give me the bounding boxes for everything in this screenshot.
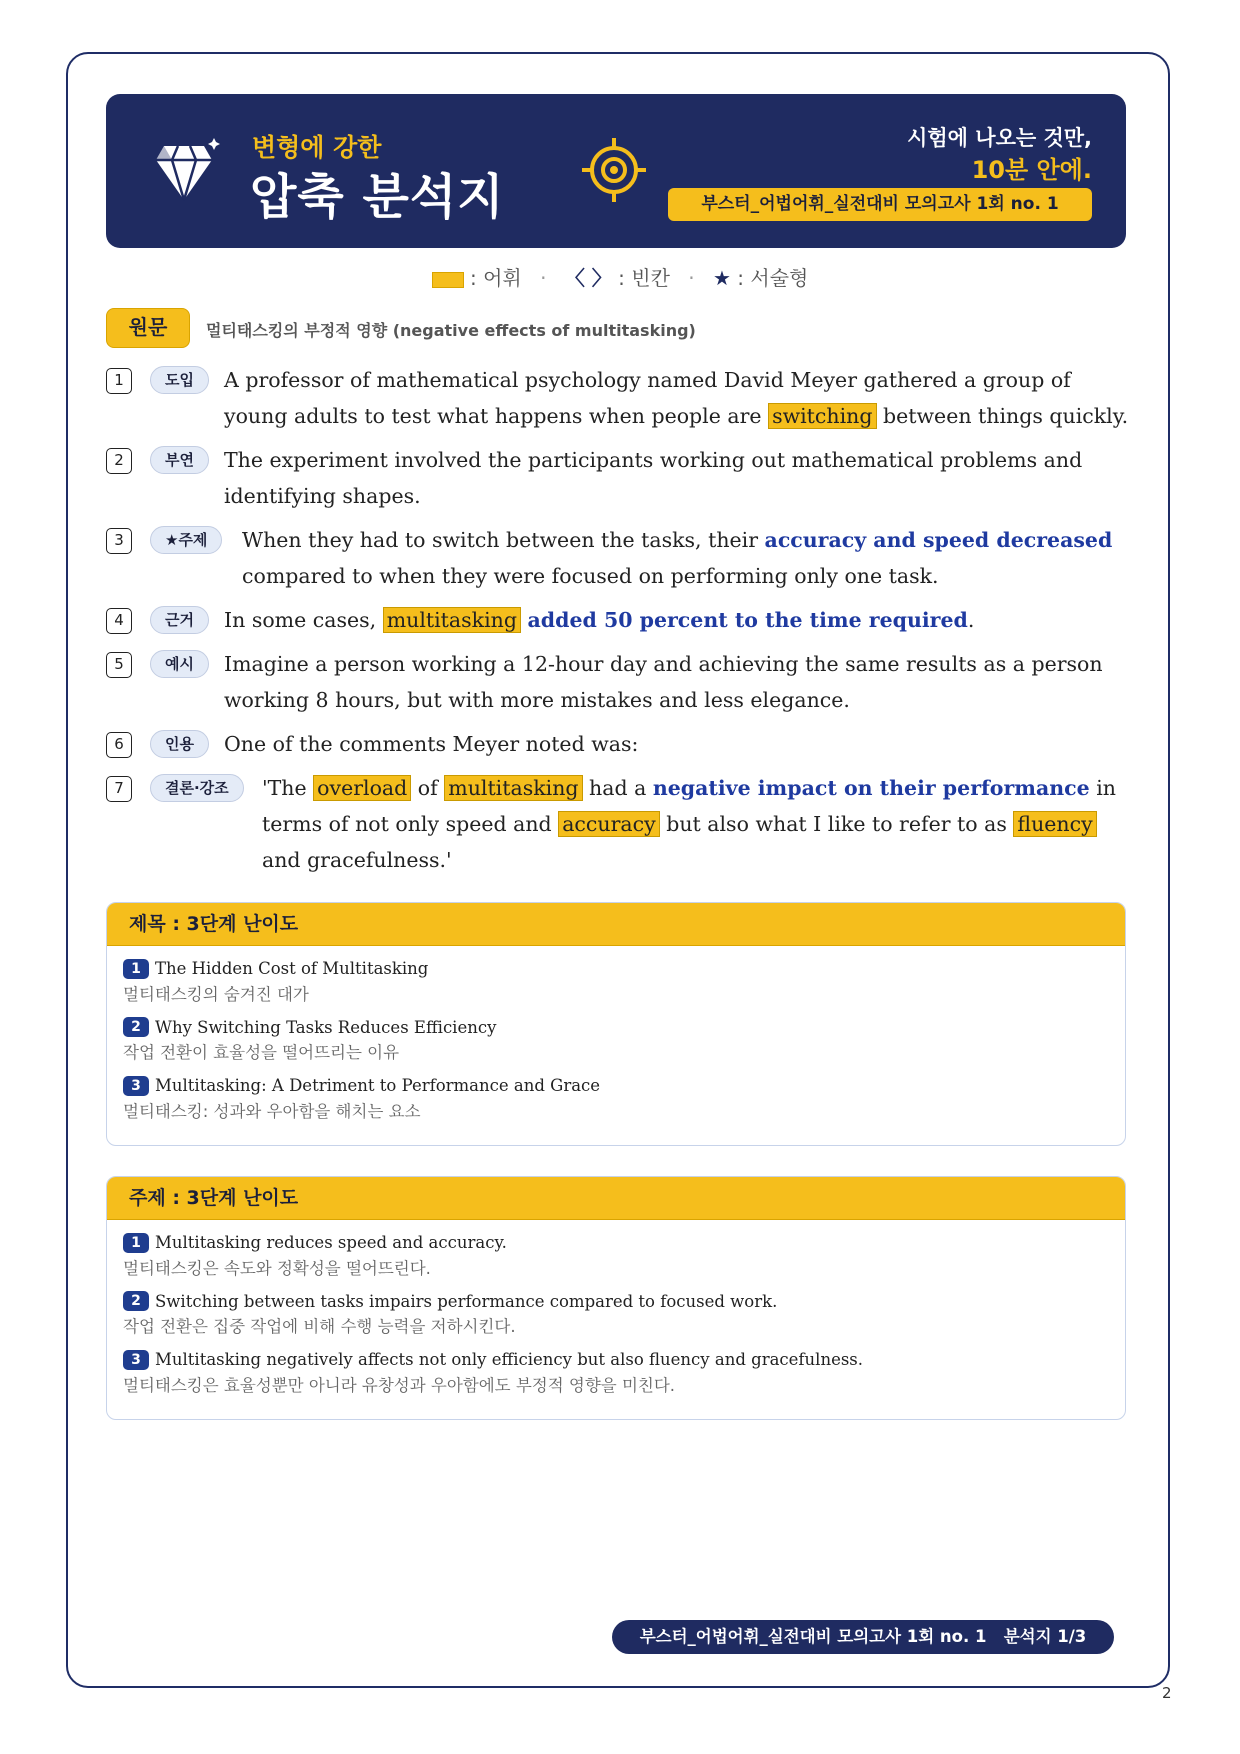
sentence-tag: ★주제	[150, 526, 222, 554]
option-number: 3	[123, 1350, 149, 1370]
themes-box	[106, 1176, 1126, 1420]
option-number: 2	[123, 1017, 149, 1037]
sentence-1	[106, 362, 1130, 434]
page-number: 2	[1162, 1684, 1172, 1702]
title-option-1	[123, 958, 1125, 1005]
sentence-tag: 도입	[150, 366, 209, 394]
option-english: Switching between tasks impairs performance compared to focused work.	[155, 1291, 778, 1311]
legend-blank: : 빈칸	[618, 266, 670, 290]
themes-box-heading: 주제 : 3단계 난이도	[107, 1177, 1125, 1220]
sentence-7	[106, 770, 1130, 878]
theme-option-1	[123, 1232, 1125, 1279]
title-option-2	[123, 1017, 1125, 1064]
star-icon: ★	[712, 266, 731, 290]
sentence-5	[106, 646, 1130, 718]
option-number: 1	[123, 959, 149, 979]
sentence-text: In some cases, multitasking added 50 percent to the time required.	[224, 608, 975, 632]
sentence-number: 4	[106, 608, 132, 634]
sentence-tag: 부연	[150, 446, 209, 474]
diamond-icon	[156, 136, 220, 204]
header-badge: 부스터_어법어휘_실전대비 모의고사 1회 no. 1	[668, 188, 1092, 221]
sentence-text: One of the comments Meyer noted was:	[224, 732, 639, 756]
header-banner	[106, 94, 1126, 248]
option-number: 1	[123, 1233, 149, 1253]
sentence-number: 7	[106, 776, 132, 802]
vocab-swatch	[432, 272, 464, 288]
sentence-text: 'The overload of multitasking had a negative impact on their performance in terms of not only speed and accuracy but also what I like to refer to as fluency and gracefulness.'	[262, 776, 1116, 872]
option-english: Multitasking: A Detriment to Performance and Grace	[155, 1076, 601, 1095]
sentence-4	[106, 602, 1130, 638]
sentence-2	[106, 442, 1130, 514]
legend-essay: : 서술형	[737, 266, 809, 290]
sentence-tag: 인용	[150, 730, 209, 758]
key-phrase: added 50 percent to the time required	[527, 608, 968, 632]
vocab-highlight: multitasking	[444, 775, 582, 801]
sentence-text: Imagine a person working a 12-hour day and achieving the same results as a person working 8 hours, but with more mistakes and less elegance.	[224, 652, 1103, 712]
target-icon	[582, 138, 646, 202]
option-korean: 멀티태스킹은 속도와 정확성을 떨어뜨린다.	[123, 1258, 431, 1278]
theme-option-2	[123, 1291, 1125, 1338]
option-korean: 작업 전환이 효율성을 떨어뜨리는 이유	[123, 1043, 400, 1062]
titles-box	[106, 902, 1126, 1146]
sentence-text: A professor of mathematical psychology named David Meyer gathered a group of young adults to test what happens when people are switching between things quickly.	[224, 368, 1129, 428]
option-korean: 멀티태스킹은 효율성뿐만 아니라 유창성과 우아함에도 부정적 영향을 미친다.	[123, 1375, 676, 1395]
key-phrase: negative impact on their performance	[652, 776, 1090, 800]
sentence-3	[106, 522, 1130, 594]
vocab-highlight: fluency	[1013, 811, 1096, 837]
vocab-highlight: overload	[313, 775, 411, 801]
theme-option-3	[123, 1349, 1125, 1396]
header-tagline-accent: 10분 안에.	[971, 156, 1092, 184]
titles-box-heading: 제목 : 3단계 난이도	[107, 903, 1125, 946]
sentence-6	[106, 726, 1130, 762]
option-english: Why Switching Tasks Reduces Efficiency	[155, 1017, 497, 1037]
legend: : 어휘 · 〈 〉 : 빈칸 · ★ : 서술형	[0, 262, 1240, 291]
vocab-highlight: accuracy	[558, 811, 659, 837]
option-number: 3	[123, 1076, 149, 1096]
option-korean: 멀티태스킹의 숨겨진 대가	[123, 984, 309, 1004]
footer-badge: 부스터_어법어휘_실전대비 모의고사 1회 no. 1 분석지 1/3	[612, 1620, 1114, 1654]
option-english: Multitasking negatively affects not only efficiency but also fluency and gracefulness.	[155, 1350, 864, 1369]
sentence-text: When they had to switch between the tasks, their accuracy and speed decreased compared to when they were focused on performing only one task.	[242, 528, 1113, 588]
sentence-number: 2	[106, 448, 132, 474]
blank-glyph: 〈 〉	[564, 266, 612, 290]
sentence-number: 3	[106, 528, 132, 554]
vocab-highlight: multitasking	[383, 607, 521, 633]
sentence-tag: 결론·강조	[150, 774, 244, 802]
sentence-number: 1	[106, 368, 132, 394]
option-number: 2	[123, 1291, 149, 1311]
option-korean: 작업 전환은 집중 작업에 비해 수행 능력을 저하시킨다.	[123, 1317, 516, 1336]
header-subtitle: 변형에 강한	[252, 133, 382, 162]
key-phrase: accuracy and speed decreased	[764, 528, 1113, 552]
vocab-highlight: switching	[768, 403, 876, 429]
option-english: The Hidden Cost of Multitasking	[155, 959, 429, 978]
option-english: Multitasking reduces speed and accuracy.	[155, 1233, 507, 1252]
title-option-3	[123, 1075, 1125, 1122]
header-title: 압축 분석지	[250, 169, 505, 225]
legend-vocab: : 어휘	[470, 266, 522, 290]
sentence-number: 5	[106, 652, 132, 678]
passage-topic: 멀티태스킹의 부정적 영향 (negative effects of multitasking)	[206, 321, 696, 340]
sentence-text: The experiment involved the participants working out mathematical problems and identifying shapes.	[224, 448, 1083, 508]
passage-label: 원문	[106, 308, 190, 348]
sentence-tag: 예시	[150, 650, 209, 678]
option-korean: 멀티태스킹: 성과와 우아함을 해치는 요소	[123, 1101, 421, 1121]
sentence-number: 6	[106, 732, 132, 758]
header-tagline: 시험에 나오는 것만,	[907, 126, 1092, 150]
sentence-tag: 근거	[150, 606, 209, 634]
